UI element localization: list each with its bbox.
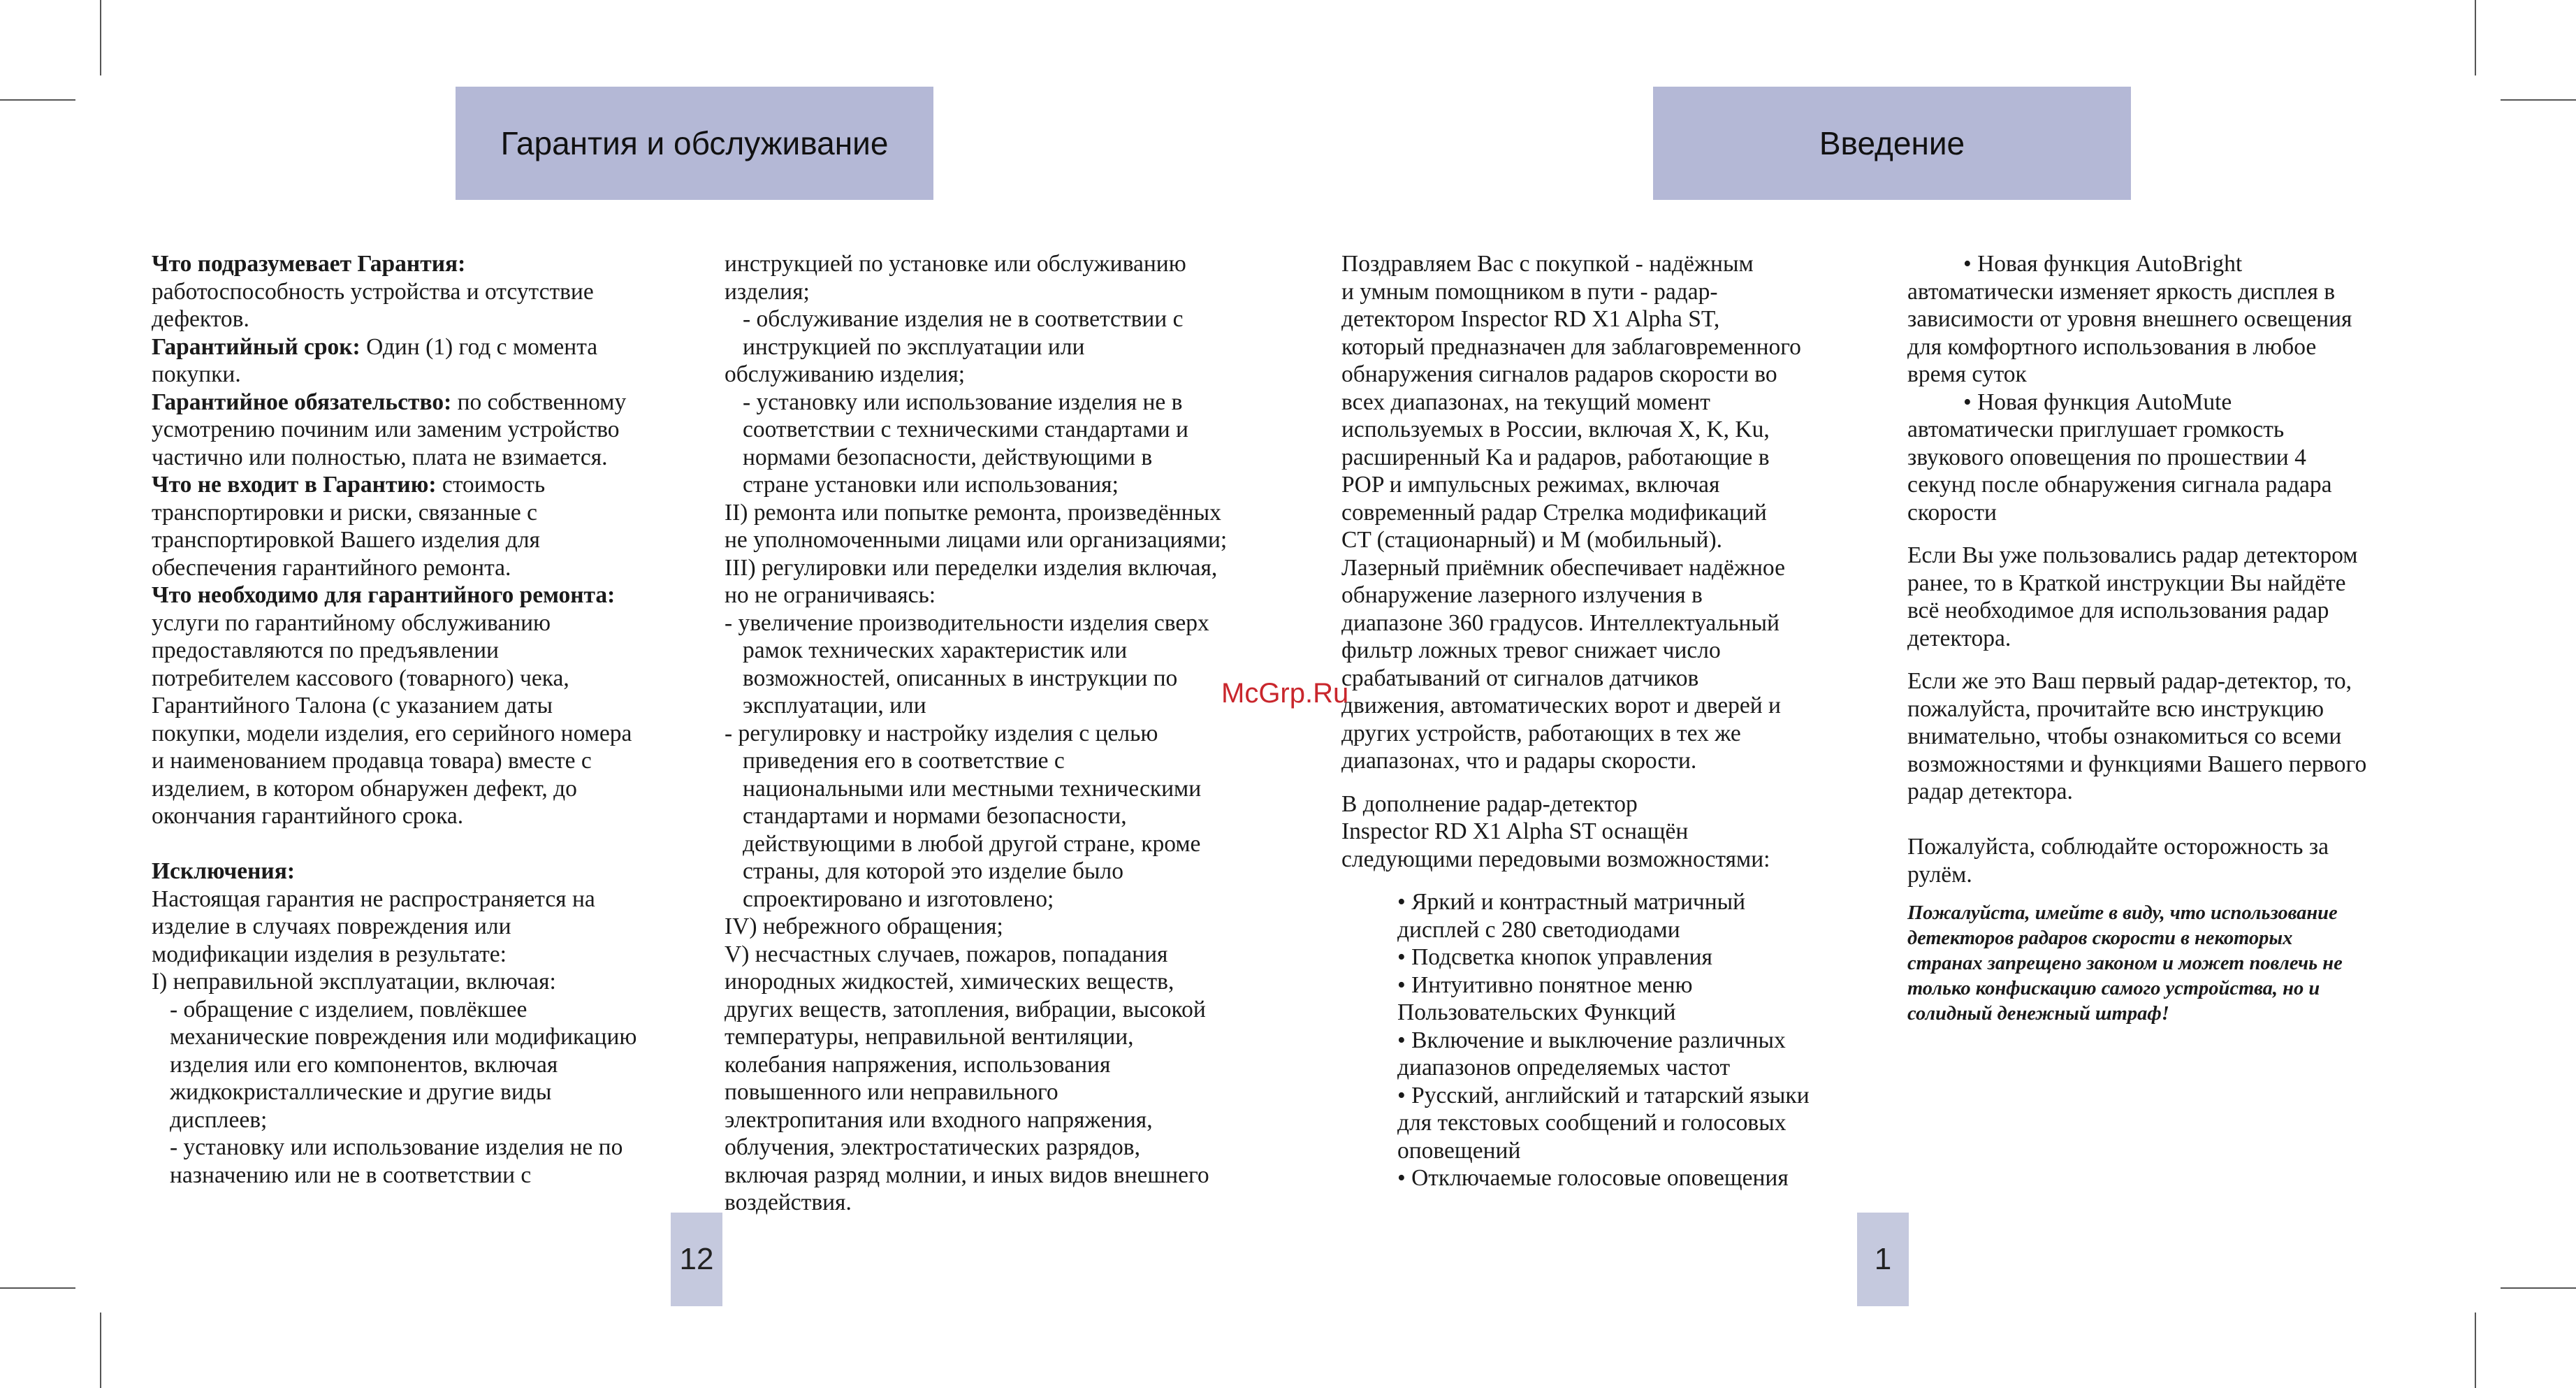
text-line: • Новая функция AutoMute — [1963, 389, 2232, 415]
warning-line: Пожалуйста, имейте в виду, что использование — [1907, 902, 2338, 924]
text-line: звукового оповещения по прошествии 4 — [1907, 444, 2306, 470]
text-line: POP и импульсных режимах, включая — [1341, 472, 1720, 498]
text-line: стране установки или использования; — [743, 472, 1119, 498]
text-line: покупки, модели изделия, его серийного номера — [152, 720, 632, 746]
text-line: соответствии с техническими стандартами и — [743, 417, 1188, 442]
text-line: возможностей, описанных в инструкции по — [743, 665, 1178, 691]
text-line: возможностями и функциями Вашего первого — [1907, 751, 2367, 777]
text-line: диапазонах, что и радары скорости. — [1341, 748, 1697, 774]
text-line: Настоящая гарантия не распространяется на — [152, 885, 595, 912]
text-line: который предназначен для заблаговременного — [1341, 333, 1801, 360]
feature-bullet: дисплей с 280 светодиодами — [1397, 916, 1680, 943]
text-line: Пожалуйста, соблюдайте осторожность за — [1907, 834, 2329, 860]
text-line: движения, автоматических ворот и дверей и — [1341, 693, 1781, 718]
text-line: модификации изделия в результате: — [152, 941, 507, 967]
text-line: всё необходимое для использования радар — [1907, 598, 2329, 623]
text-line: не уполномоченными лицами или организациями; — [725, 527, 1228, 553]
text-line: действующими в любой другой стране, кроме — [743, 830, 1201, 857]
left-page-header: Гарантия и обслуживание — [456, 87, 933, 200]
text-line: всех диапазонах, на текущий момент — [1341, 389, 1710, 415]
text-line: - обращение с изделием, повлёкшее — [170, 996, 527, 1022]
warning-line: детекторов радаров скорости в некоторых — [1907, 927, 2293, 949]
text-line: изделия или его компонентов, включая — [170, 1051, 558, 1078]
feature-bullet: • Интуитивно понятное меню — [1397, 971, 1693, 998]
text-line: страны, для которой это изделие было — [743, 858, 1123, 884]
text-line: включая разряд молнии, и иных видов внешнего — [725, 1162, 1209, 1188]
crop-mark — [2501, 99, 2576, 101]
warning-line: только конфискацию самого устройства, но и — [1907, 978, 2320, 999]
text-line: инструкцией по эксплуатации или — [743, 333, 1085, 360]
text-line: Гарантийное обязательство: по собственному — [152, 389, 627, 415]
text-line: жидкокристаллические и другие виды — [170, 1079, 552, 1105]
text-line: современный радар Стрелка модификаций — [1341, 499, 1767, 526]
text-line: Если Вы уже пользовались радар детектором — [1907, 542, 2358, 568]
text-line: - установку или использование изделия не по — [170, 1134, 623, 1160]
feature-bullet: Пользовательских Функций — [1397, 999, 1676, 1025]
text-line: для комфортного использования в любое — [1907, 333, 2317, 360]
text-line: рамок технических характеристик или — [743, 637, 1128, 663]
crop-mark — [100, 0, 101, 75]
crop-mark — [2501, 1287, 2576, 1289]
feature-bullet: • Включение и выключение различных — [1397, 1027, 1786, 1053]
intro-column-2 — [1907, 250, 2366, 1027]
text-line: секунд после обнаружения сигнала радара — [1907, 472, 2332, 498]
text-line: Лазерный приёмник обеспечивает надёжное — [1341, 554, 1785, 581]
text-line: детектором Inspector RD X1 Alpha ST, — [1341, 306, 1720, 332]
text-line: - обслуживание изделия не в соответствии с — [743, 306, 1184, 332]
feature-bullet: • Отключаемые голосовые оповещения — [1397, 1165, 1789, 1191]
text-line: и умным помощником в пути - радар- — [1341, 278, 1718, 305]
text-line: инструкцией по установке или обслуживанию — [725, 251, 1186, 277]
text-line: Если же это Ваш первый радар-детектор, то, — [1907, 668, 2352, 694]
intro-column-1 — [1341, 250, 1810, 1192]
feature-bullet: • Яркий и контрастный матричный — [1397, 889, 1746, 915]
text-line: пожалуйста, прочитайте всю инструкцию — [1907, 695, 2324, 722]
text-line: механические повреждения или модификацию — [170, 1024, 637, 1050]
text-line: автоматически приглушает громкость — [1907, 417, 2285, 442]
text-line: - регулировку и настройку изделия с целью — [725, 720, 1158, 746]
feature-bullet: оповещений — [1397, 1137, 1521, 1164]
text-line: дисплеев; — [170, 1106, 268, 1133]
text-line: нормами безопасности, действующими в — [743, 444, 1153, 470]
text-line: скорости — [1907, 499, 1997, 526]
text-line: рулём. — [1907, 861, 1972, 888]
feature-bullet: для текстовых сообщений и голосовых — [1397, 1110, 1787, 1136]
text-line: детектора. — [1907, 625, 2011, 651]
warning-line: солидный денежный штраф! — [1907, 1003, 2169, 1025]
text-line: предоставляются по предъявлении — [152, 637, 499, 663]
text-line: внимательно, чтобы ознакомиться со всеми — [1907, 723, 2342, 749]
text-line: - увеличение производительности изделия сверх — [725, 609, 1209, 636]
text-line: V) несчастных случаев, пожаров, попадания — [725, 941, 1168, 967]
text-line: обнаружения сигналов радаров скорости во — [1341, 361, 1777, 387]
crop-mark — [2475, 1313, 2476, 1388]
text-line: национальными или местными техническими — [743, 775, 1202, 802]
text-line: Что не входит в Гарантию: стоимость — [152, 472, 546, 498]
crop-mark — [2475, 0, 2476, 75]
text-line: Гарантийного Талона (с указанием даты — [152, 693, 553, 718]
left-page-number: 12 — [671, 1213, 722, 1306]
text-line: эксплуатации, или — [743, 693, 926, 718]
warranty-column-2 — [725, 250, 1227, 1217]
text-line: радар детектора. — [1907, 779, 2073, 804]
text-line: зависимости от уровня внешнего освещения — [1907, 306, 2352, 332]
text-line: I) неправильной эксплуатации, включая: — [152, 969, 556, 995]
feature-bullet: • Подсветка кнопок управления — [1397, 944, 1712, 970]
text-line: обслуживанию изделия; — [725, 361, 966, 387]
text-line: работоспособность устройства и отсутствие — [152, 278, 594, 305]
text-line: В дополнение радар-детектор — [1341, 790, 1638, 817]
text-line: спроектировано и изготовлено; — [743, 885, 1054, 912]
text-line: - установку или использование изделия не в — [743, 389, 1183, 415]
text-line: усмотрению починим или заменим устройство — [152, 417, 620, 442]
watermark: McGrp.Ru — [1221, 678, 1349, 709]
text-line: других веществ, затопления, вибрации, высокой — [725, 996, 1206, 1022]
text-line: повышенного или неправильного — [725, 1079, 1058, 1105]
text-line: обнаружение лазерного излучения в — [1341, 582, 1703, 608]
text-line: • Новая функция AutoBright — [1963, 251, 2243, 277]
text-line: изделия; — [725, 278, 810, 305]
text-line: Поздравляем Вас с покупкой - надёжным — [1341, 251, 1754, 277]
text-line: облучения, электростатических разрядов, — [725, 1134, 1140, 1160]
text-line: автоматически изменяет яркость дисплея в — [1907, 278, 2336, 305]
text-line: но не ограничиваясь: — [725, 582, 936, 608]
text-line: расширенный Ka и радаров, работающие в — [1341, 444, 1770, 470]
text-line: колебания напряжения, использования — [725, 1051, 1111, 1078]
legal-warning — [1907, 901, 2366, 1027]
text-line: инородных жидкостей, химических веществ, — [725, 969, 1174, 995]
warranty-column-1 — [152, 250, 636, 1189]
text-line: изделием, в котором обнаружен дефект, до — [152, 775, 577, 802]
right-page-header: Введение — [1653, 87, 2131, 200]
crop-mark — [0, 1287, 75, 1289]
text-line: следующими передовыми возможностями: — [1341, 846, 1770, 872]
exclusions-heading: Исключения: — [152, 858, 295, 884]
text-line: III) регулировки или переделки изделия включая, — [725, 554, 1218, 581]
feature-bullet: диапазонов определяемых частот — [1397, 1055, 1731, 1080]
text-line: температуры, неправильной вентиляции, — [725, 1024, 1134, 1050]
text-line: и наименованием продавца товара) вместе с — [152, 748, 592, 774]
text-line: срабатываний от сигналов датчиков — [1341, 665, 1699, 691]
text-line: используемых в России, включая X, K, Ku, — [1341, 417, 1770, 442]
text-line: частично или полностью, плата не взимается. — [152, 444, 608, 470]
text-line: транспортировкой Вашего изделия для — [152, 527, 540, 553]
text-line: время суток — [1907, 361, 2027, 387]
text-line: потребителем кассового (товарного) чека, — [152, 665, 569, 691]
text-line: электропитания или входного напряжения, — [725, 1106, 1153, 1133]
text-line: транспортировки и риски, связанные с — [152, 499, 537, 526]
text-line: CT (стационарный) и M (мобильный). — [1341, 527, 1722, 553]
crop-mark — [100, 1313, 101, 1388]
text-line: ранее, то в Краткой инструкции Вы найдёте — [1907, 570, 2346, 596]
repair-requirements-heading: Что необходимо для гарантийного ремонта: — [152, 582, 616, 608]
text-line: Гарантийный срок: Один (1) год с момента — [152, 333, 598, 360]
text-line: услуги по гарантийному обслуживанию — [152, 609, 551, 636]
text-line: фильтр ложных тревог снижает число — [1341, 637, 1721, 663]
text-line: воздействия. — [725, 1190, 852, 1215]
warranty-definition-heading: Что подразумевает Гарантия: — [152, 251, 466, 277]
text-line: приведения его в соответствие с — [743, 748, 1065, 774]
text-line: других устройств, работающих в тех же — [1341, 720, 1741, 746]
text-line: II) ремонта или попытке ремонта, произведённых — [725, 499, 1221, 526]
text-line: обеспечения гарантийного ремонта. — [152, 554, 511, 581]
crop-mark — [0, 99, 75, 101]
text-line: изделие в случаях повреждения или — [152, 913, 511, 939]
text-line: дефектов. — [152, 306, 249, 332]
feature-bullet: • Русский, английский и татарский языки — [1397, 1082, 1810, 1108]
text-line: окончания гарантийного срока. — [152, 803, 464, 829]
text-line: IV) небрежного обращения; — [725, 913, 1003, 939]
text-line: покупки. — [152, 361, 241, 387]
text-line: Inspector RD X1 Alpha ST оснащён — [1341, 818, 1689, 844]
text-line: стандартами и нормами безопасности, — [743, 803, 1127, 829]
text-line: назначению или не в соответствии с — [170, 1162, 532, 1188]
right-page-number: 1 — [1857, 1213, 1909, 1306]
text-line: диапазоне 360 градусов. Интеллектуальный — [1341, 609, 1780, 636]
warning-line: странах запрещено законом и может повлечь не — [1907, 953, 2343, 974]
